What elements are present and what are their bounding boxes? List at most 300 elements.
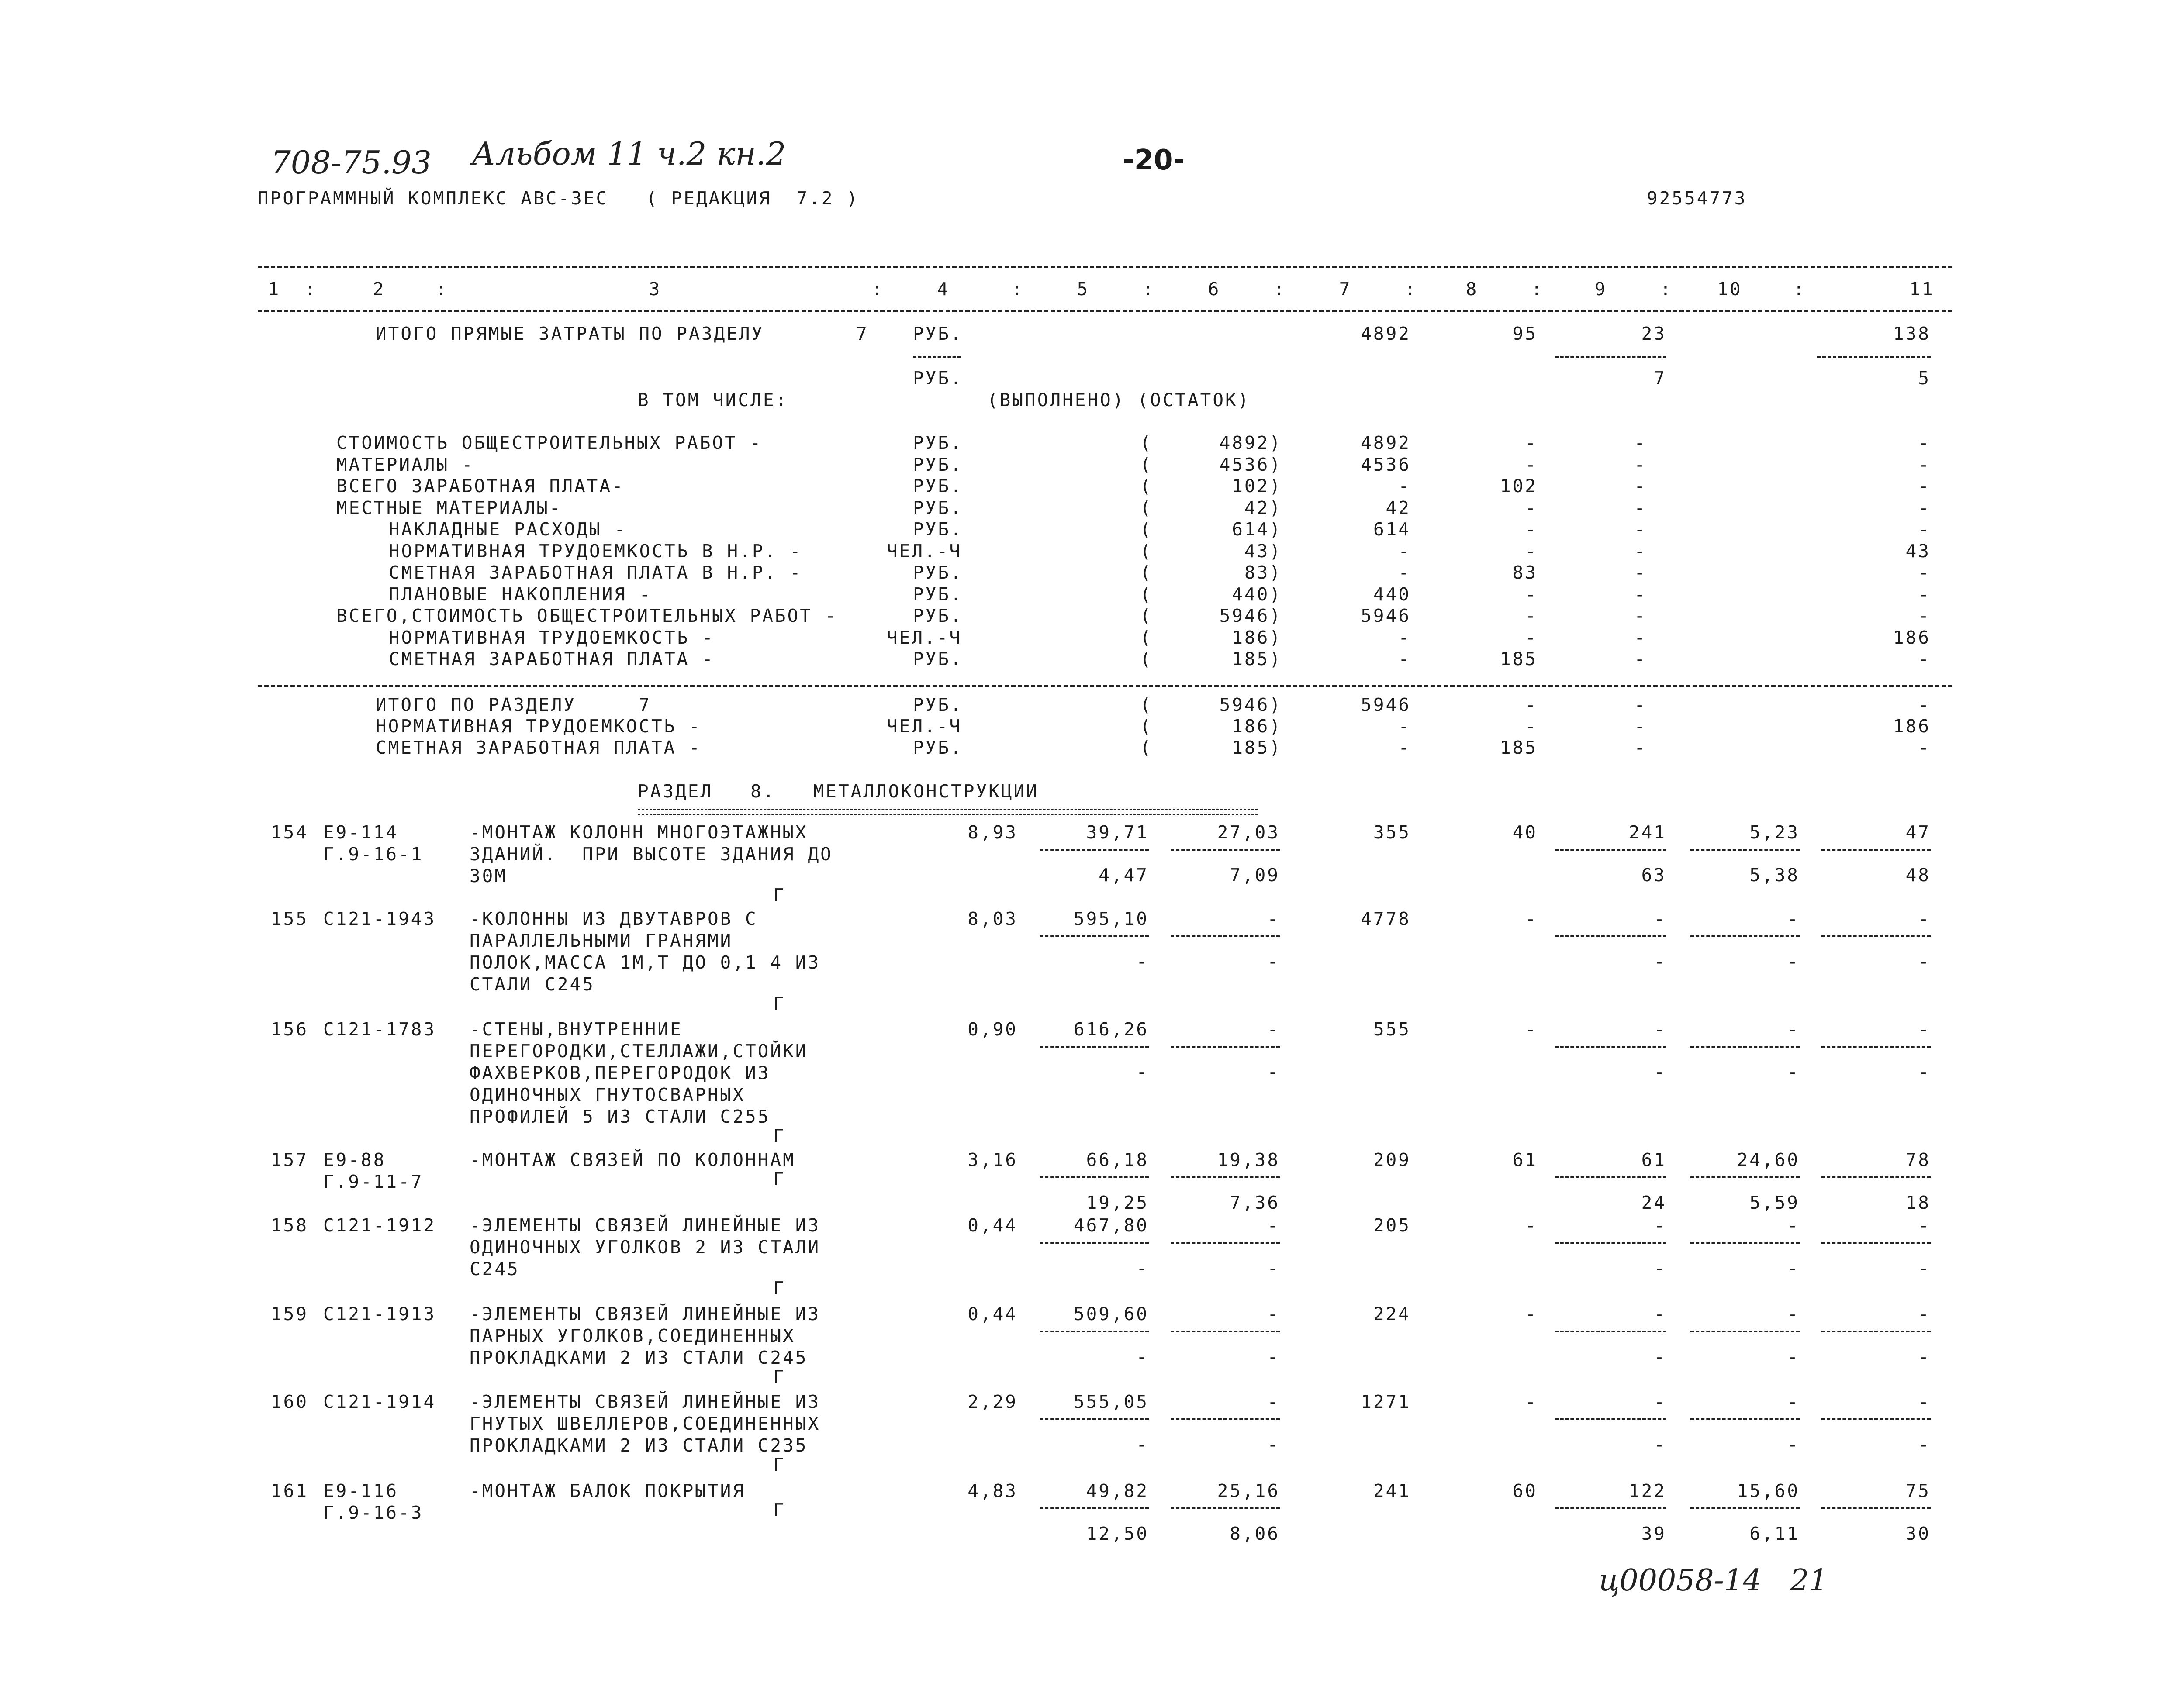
item-value: - [1525, 1304, 1538, 1324]
item-number: 156 [271, 1019, 309, 1040]
item-value: - [1918, 1304, 1931, 1324]
completed-value: 5946) [1219, 605, 1282, 626]
column-header: 11 [1909, 279, 1935, 300]
unit-label: РУБ. [913, 368, 963, 389]
paren-open: ( [1140, 432, 1153, 453]
item-value-secondary: - [1787, 1434, 1800, 1455]
item-description: С245 [470, 1259, 520, 1279]
item-code: С121-1783 [323, 1019, 436, 1040]
value-separator [1690, 1418, 1800, 1420]
item-value: 39,71 [1086, 822, 1149, 843]
value-separator [1821, 1242, 1931, 1244]
item-value: 60 [1512, 1480, 1538, 1501]
column-header: 4 [937, 279, 950, 300]
item-value: 4778 [1361, 908, 1411, 929]
item-value-secondary: - [1918, 1062, 1931, 1083]
breakdown-value: - [1918, 497, 1931, 518]
item-description: -ЭЛЕМЕНТЫ СВЯЗЕЙ ЛИНЕЙНЫЕ ИЗ [470, 1304, 821, 1324]
breakdown-value: 4536 [1361, 454, 1411, 475]
unit-letter: Г [773, 993, 786, 1014]
breakdown-value: - [1398, 562, 1411, 583]
unit-letter: Г [773, 1454, 786, 1475]
item-value: 8,03 [968, 908, 1018, 929]
value-separator [1171, 1242, 1280, 1244]
item-value: 509,60 [1073, 1304, 1149, 1324]
breakdown-value: 43 [1905, 540, 1931, 562]
value-separator [1555, 935, 1666, 937]
column-header: 10 [1717, 279, 1742, 300]
item-value-secondary: - [1654, 1062, 1666, 1083]
paren-open: ( [1140, 737, 1153, 758]
item-value-secondary: 7,36 [1230, 1192, 1280, 1213]
item-value: - [1787, 908, 1800, 929]
item-value: 25,16 [1217, 1480, 1280, 1501]
total-value: 23 [1641, 323, 1666, 344]
value-separator [1821, 1331, 1931, 1332]
item-value: 0,44 [968, 1304, 1018, 1324]
value-separator [1171, 1176, 1280, 1178]
handwritten-code: 708-75.93 [271, 144, 432, 181]
value-separator [1821, 1507, 1931, 1509]
item-value-secondary: - [1918, 951, 1931, 972]
column-header: 2 [373, 279, 386, 300]
item-value: - [1918, 1391, 1931, 1412]
column-header: 8 [1465, 279, 1479, 300]
program-title: ПРОГРАММНЫЙ КОМПЛЕКС АВС-3ЕС ( РЕДАКЦИЯ 7.2 ) [258, 188, 859, 209]
unit-label: РУБ. [913, 648, 963, 669]
column-header: : [1273, 279, 1286, 300]
breakdown-value: - [1634, 432, 1647, 453]
section-total-label: ИТОГО ПРЯМЫЕ ЗАТРАТЫ ПО РАЗДЕЛУ [376, 323, 764, 344]
item-value-secondary: 5,38 [1749, 865, 1800, 886]
item-value-secondary: - [1136, 951, 1149, 972]
value-separator [1555, 849, 1666, 851]
item-value-secondary: - [1267, 951, 1280, 972]
item-description: 30М [470, 866, 508, 886]
item-value: 555 [1373, 1019, 1411, 1040]
breakdown-value: 440 [1373, 583, 1411, 605]
item-code-secondary: Г.9-11-7 [323, 1171, 424, 1192]
item-value: 241 [1628, 822, 1666, 843]
value-separator [1555, 1507, 1666, 1509]
item-value: - [1918, 908, 1931, 929]
paren-open: ( [1140, 648, 1153, 669]
item-value: 3,16 [968, 1149, 1018, 1170]
value-separator [1171, 935, 1280, 937]
value-separator [1040, 1507, 1149, 1509]
value-separator [1040, 1176, 1149, 1178]
value-separator [1040, 935, 1149, 937]
item-description: ПАРНЫХ УГОЛКОВ,СОЕДИНЕННЫХ [470, 1325, 795, 1346]
paren-open: ( [1140, 562, 1153, 583]
breakdown-value: - [1398, 648, 1411, 669]
unit-label: РУБ. [913, 583, 963, 605]
unit-letter: Г [773, 1278, 786, 1299]
completed-remaining-header: (ВЫПОЛНЕНО) (ОСТАТОК) [987, 390, 1251, 410]
item-value: - [1525, 1215, 1538, 1236]
total-value: 5 [1918, 368, 1931, 389]
total-value: 138 [1893, 323, 1931, 344]
breakdown-label: НОРМАТИВНАЯ ТРУДОЕМКОСТЬ В Н.Р. - [389, 540, 802, 562]
paren-open: ( [1140, 583, 1153, 605]
item-value-secondary: - [1136, 1434, 1149, 1455]
item-number: 157 [271, 1149, 309, 1170]
total-value: 186 [1893, 716, 1931, 737]
item-value: 4,83 [968, 1480, 1018, 1501]
value-separator [1040, 849, 1149, 851]
completed-value: 102) [1232, 476, 1282, 497]
paren-open: ( [1140, 716, 1153, 737]
item-value: - [1654, 1391, 1666, 1412]
item-description: СТАЛИ С245 [470, 974, 595, 995]
column-header: 7 [1339, 279, 1352, 300]
section-number: 7 [856, 323, 869, 344]
value-separator [1555, 1418, 1666, 1420]
total-value: - [1634, 737, 1647, 758]
breakdown-label: ВСЕГО ЗАРАБОТНАЯ ПЛАТА- [336, 476, 625, 497]
item-description: ЗДАНИЙ. ПРИ ВЫСОТЕ ЗДАНИЯ ДО [470, 844, 833, 865]
subtotal-line [1817, 356, 1931, 358]
value-separator [1040, 1418, 1149, 1420]
item-value-secondary: 39 [1641, 1523, 1666, 1544]
breakdown-label: НАКЛАДНЫЕ РАСХОДЫ - [389, 519, 627, 540]
section-total-label: ИТОГО ПО РАЗДЕЛУ 7 [376, 694, 652, 715]
item-description: -МОНТАЖ КОЛОНН МНОГОЭТАЖНЫХ [470, 822, 808, 843]
column-header: : [1531, 279, 1544, 300]
item-code-secondary: Г.9-16-3 [323, 1502, 424, 1523]
item-description: ПЕРЕГОРОДКИ,СТЕЛЛАЖИ,СТОЙКИ [470, 1041, 808, 1062]
item-value: - [1918, 1215, 1931, 1236]
item-number: 160 [271, 1391, 309, 1412]
breakdown-value: - [1525, 605, 1538, 626]
item-value-secondary: - [1136, 1346, 1149, 1367]
item-description: ПРОКЛАДКАМИ 2 ИЗ СТАЛИ С235 [470, 1435, 808, 1456]
section-title: РАЗДЕЛ 8. МЕТАЛЛОКОНСТРУКЦИИ [638, 781, 1039, 802]
paren-open: ( [1140, 519, 1153, 540]
item-value: - [1267, 1215, 1280, 1236]
column-header: 5 [1077, 279, 1090, 300]
completed-value: 83) [1244, 562, 1282, 583]
item-value: - [1525, 1019, 1538, 1040]
item-value: 75 [1905, 1480, 1931, 1501]
item-code: С121-1943 [323, 908, 436, 929]
breakdown-value: - [1525, 583, 1538, 605]
completed-value: 186) [1232, 627, 1282, 648]
item-value-secondary: - [1267, 1258, 1280, 1279]
item-number: 161 [271, 1480, 309, 1501]
paren-open: ( [1140, 497, 1153, 518]
breakdown-value: - [1634, 605, 1647, 626]
column-header: : [1142, 279, 1155, 300]
unit-label: РУБ. [913, 605, 963, 626]
completed-value: 185) [1232, 737, 1282, 758]
item-value-secondary: 18 [1905, 1192, 1931, 1213]
item-value: 209 [1373, 1149, 1411, 1170]
breakdown-value: - [1398, 540, 1411, 562]
completed-value: 4536) [1219, 454, 1282, 475]
header-top-rule [258, 266, 1952, 268]
unit-label: РУБ. [913, 737, 963, 758]
value-separator [1555, 1242, 1666, 1244]
value-separator [1821, 1176, 1931, 1178]
item-description: ПАРАЛЛЕЛЬНЫМИ ГРАНЯМИ [470, 930, 733, 951]
breakdown-label: ВСЕГО,СТОИМОСТЬ ОБЩЕСТРОИТЕЛЬНЫХ РАБОТ - [336, 605, 838, 626]
breakdown-value: - [1634, 540, 1647, 562]
unit-letter: Г [773, 1169, 786, 1190]
item-value-secondary: 63 [1641, 865, 1666, 886]
item-value: - [1525, 908, 1538, 929]
breakdown-value: - [1525, 519, 1538, 540]
item-value: 555,05 [1073, 1391, 1149, 1412]
breakdown-value: - [1398, 627, 1411, 648]
item-value-secondary: 5,59 [1749, 1192, 1800, 1213]
column-header: 6 [1208, 279, 1221, 300]
unit-label: РУБ. [913, 476, 963, 497]
item-value-secondary: - [1787, 1346, 1800, 1367]
breakdown-value: - [1398, 476, 1411, 497]
item-value: 66,18 [1086, 1149, 1149, 1170]
page-number: -20- [1123, 144, 1185, 176]
item-value: 467,80 [1073, 1215, 1149, 1236]
paren-open: ( [1140, 694, 1153, 715]
completed-value: 4892) [1219, 432, 1282, 453]
value-separator [1821, 1046, 1931, 1048]
item-description: ФАХВЕРКОВ,ПЕРЕГОРОДОК ИЗ [470, 1062, 771, 1083]
item-value: 27,03 [1217, 822, 1280, 843]
column-header: : [1011, 279, 1024, 300]
item-value: 595,10 [1073, 908, 1149, 929]
item-value-secondary: - [1654, 1346, 1666, 1367]
item-value: - [1267, 908, 1280, 929]
breakdown-value: 83 [1512, 562, 1538, 583]
item-description: -ЭЛЕМЕНТЫ СВЯЗЕЙ ЛИНЕЙНЫЕ ИЗ [470, 1391, 821, 1412]
breakdown-value: - [1918, 562, 1931, 583]
header-bottom-rule [258, 310, 1952, 312]
total-value: 5946 [1361, 694, 1411, 715]
breakdown-value: - [1634, 562, 1647, 583]
value-separator [1690, 1242, 1800, 1244]
unit-label: ЧЕЛ.-Ч [887, 716, 962, 737]
value-separator [1690, 935, 1800, 937]
item-value-secondary: - [1654, 1258, 1666, 1279]
item-value-secondary: 6,11 [1749, 1523, 1800, 1544]
item-value-secondary: - [1136, 1258, 1149, 1279]
item-value-secondary: - [1267, 1346, 1280, 1367]
breakdown-value: 5946 [1361, 605, 1411, 626]
column-header: : [1404, 279, 1417, 300]
breakdown-label: НОРМАТИВНАЯ ТРУДОЕМКОСТЬ - [389, 627, 715, 648]
item-value: - [1654, 1215, 1666, 1236]
value-separator [1555, 1331, 1666, 1332]
item-value: 616,26 [1073, 1019, 1149, 1040]
item-value: - [1787, 1019, 1800, 1040]
paren-open: ( [1140, 605, 1153, 626]
total-value: 7 [1654, 368, 1666, 389]
completed-value: 43) [1244, 540, 1282, 562]
item-description: ГНУТЫХ ШВЕЛЛЕРОВ,СОЕДИНЕННЫХ [470, 1413, 821, 1434]
breakdown-value: - [1525, 432, 1538, 453]
item-code: С121-1912 [323, 1215, 436, 1236]
item-description: ПРОФИЛЕЙ 5 ИЗ СТАЛИ С255 [470, 1106, 771, 1127]
breakdown-value: 186 [1893, 627, 1931, 648]
breakdown-value: 4892 [1361, 432, 1411, 453]
completed-value: 440) [1232, 583, 1282, 605]
item-number: 155 [271, 908, 309, 929]
unit-label: РУБ. [913, 432, 963, 453]
item-code: Е9-116 [323, 1480, 399, 1501]
breakdown-label: СТОИМОСТЬ ОБЩЕСТРОИТЕЛЬНЫХ РАБОТ - [336, 432, 763, 453]
total-value: - [1525, 716, 1538, 737]
item-number: 159 [271, 1304, 309, 1324]
section-title-underline [638, 809, 1258, 815]
value-separator [1821, 1418, 1931, 1420]
item-value-secondary: - [1918, 1258, 1931, 1279]
breakdown-value: 614 [1373, 519, 1411, 540]
completed-value: 5946) [1219, 694, 1282, 715]
item-value-secondary: - [1654, 1434, 1666, 1455]
breakdown-value: - [1918, 583, 1931, 605]
total-value: 4892 [1361, 323, 1411, 344]
including-label: В ТОМ ЧИСЛЕ: [638, 390, 788, 410]
item-value: - [1654, 1304, 1666, 1324]
unit-letter: Г [773, 1500, 786, 1521]
column-header: 1 [268, 279, 281, 300]
item-value: 8,93 [968, 822, 1018, 843]
item-value-secondary: - [1267, 1434, 1280, 1455]
value-separator [1690, 1176, 1800, 1178]
breakdown-label: МЕСТНЫЕ МАТЕРИАЛЫ- [336, 497, 562, 518]
section-totals-rule [258, 685, 1952, 687]
breakdown-value: - [1918, 476, 1931, 497]
item-description: ПРОКЛАДКАМИ 2 ИЗ СТАЛИ С245 [470, 1347, 808, 1368]
item-value: - [1525, 1391, 1538, 1412]
item-value-secondary: - [1654, 951, 1666, 972]
breakdown-value: - [1918, 432, 1931, 453]
breakdown-value: 42 [1386, 497, 1411, 518]
subtotal-line [1555, 356, 1666, 358]
item-code-secondary: Г.9-16-1 [323, 844, 424, 865]
item-value: - [1654, 908, 1666, 929]
value-separator [1040, 1046, 1149, 1048]
value-separator [1690, 1331, 1800, 1332]
unit-letter: Г [773, 1125, 786, 1146]
item-code: С121-1913 [323, 1304, 436, 1324]
item-value: 78 [1905, 1149, 1931, 1170]
item-value: 15,60 [1737, 1480, 1800, 1501]
item-value-secondary: - [1787, 951, 1800, 972]
unit-label: РУБ. [913, 519, 963, 540]
item-description: -СТЕНЫ,ВНУТРЕННИЕ [470, 1019, 683, 1040]
breakdown-value: - [1634, 476, 1647, 497]
item-value: 2,29 [968, 1391, 1018, 1412]
unit-label: РУБ. [913, 497, 963, 518]
column-header: : [871, 279, 885, 300]
completed-value: 186) [1232, 716, 1282, 737]
item-description: -МОНТАЖ СВЯЗЕЙ ПО КОЛОННАМ [470, 1149, 795, 1170]
paren-open: ( [1140, 627, 1153, 648]
item-value: 241 [1373, 1480, 1411, 1501]
total-value: 185 [1500, 737, 1538, 758]
item-value: 24,60 [1737, 1149, 1800, 1170]
item-value-secondary: 48 [1905, 865, 1931, 886]
item-description: ПОЛОК,МАССА 1М,Т ДО 0,1 4 ИЗ [470, 952, 821, 973]
value-separator [1171, 1418, 1280, 1420]
item-value: 61 [1641, 1149, 1666, 1170]
column-header: : [304, 279, 318, 300]
breakdown-label: МАТЕРИАЛЫ - [336, 454, 474, 475]
item-value-secondary: - [1787, 1062, 1800, 1083]
unit-label: РУБ. [913, 562, 963, 583]
breakdown-value: 102 [1500, 476, 1538, 497]
item-description: ОДИНОЧНЫХ УГОЛКОВ 2 ИЗ СТАЛИ [470, 1237, 821, 1258]
value-separator [1040, 1331, 1149, 1332]
item-value-secondary: - [1267, 1062, 1280, 1083]
item-value: - [1787, 1215, 1800, 1236]
breakdown-value: - [1634, 627, 1647, 648]
item-value-secondary: 24 [1641, 1192, 1666, 1213]
item-description: ОДИНОЧНЫХ ГНУТОСВАРНЫХ [470, 1084, 746, 1105]
section-total-label: НОРМАТИВНАЯ ТРУДОЕМКОСТЬ - [376, 716, 702, 737]
item-value: 61 [1512, 1149, 1538, 1170]
item-value: - [1918, 1019, 1931, 1040]
item-value: 224 [1373, 1304, 1411, 1324]
completed-value: 185) [1232, 648, 1282, 669]
value-separator [1555, 1176, 1666, 1178]
breakdown-value: - [1525, 627, 1538, 648]
column-header: 3 [649, 279, 662, 300]
value-separator [1171, 1331, 1280, 1332]
value-separator [1690, 1507, 1800, 1509]
item-value: 205 [1373, 1215, 1411, 1236]
breakdown-value: - [1634, 648, 1647, 669]
total-value: - [1918, 694, 1931, 715]
column-header: : [1793, 279, 1806, 300]
item-value: - [1654, 1019, 1666, 1040]
item-value: 0,44 [968, 1215, 1018, 1236]
item-value: 122 [1628, 1480, 1666, 1501]
item-description: -ЭЛЕМЕНТЫ СВЯЗЕЙ ЛИНЕЙНЫЕ ИЗ [470, 1215, 821, 1236]
value-separator [1040, 1242, 1149, 1244]
column-header: 9 [1594, 279, 1607, 300]
total-value: - [1634, 694, 1647, 715]
item-value-secondary: - [1136, 1062, 1149, 1083]
breakdown-value: - [1634, 497, 1647, 518]
item-value-secondary: 7,09 [1230, 865, 1280, 886]
total-value: - [1525, 694, 1538, 715]
item-value: - [1267, 1019, 1280, 1040]
column-header: : [1660, 279, 1673, 300]
item-value-secondary: 12,50 [1086, 1523, 1149, 1544]
item-description: -МОНТАЖ БАЛОК ПОКРЫТИЯ [470, 1480, 746, 1501]
paren-open: ( [1140, 476, 1153, 497]
item-value-secondary: - [1787, 1258, 1800, 1279]
breakdown-value: - [1918, 454, 1931, 475]
value-separator [1171, 1507, 1280, 1509]
item-value: 49,82 [1086, 1480, 1149, 1501]
breakdown-value: - [1634, 454, 1647, 475]
breakdown-value: - [1525, 540, 1538, 562]
item-value-secondary: - [1918, 1434, 1931, 1455]
value-separator [1171, 1046, 1280, 1048]
breakdown-label: СМЕТНАЯ ЗАРАБОТНАЯ ПЛАТА - [389, 648, 715, 669]
item-value-secondary: 8,06 [1230, 1523, 1280, 1544]
unit-underline [913, 356, 961, 358]
item-value-secondary: - [1918, 1346, 1931, 1367]
breakdown-value: - [1525, 497, 1538, 518]
total-value: - [1398, 716, 1411, 737]
unit-label: РУБ. [913, 454, 963, 475]
item-description: -КОЛОННЫ ИЗ ДВУТАВРОВ С [470, 908, 758, 929]
